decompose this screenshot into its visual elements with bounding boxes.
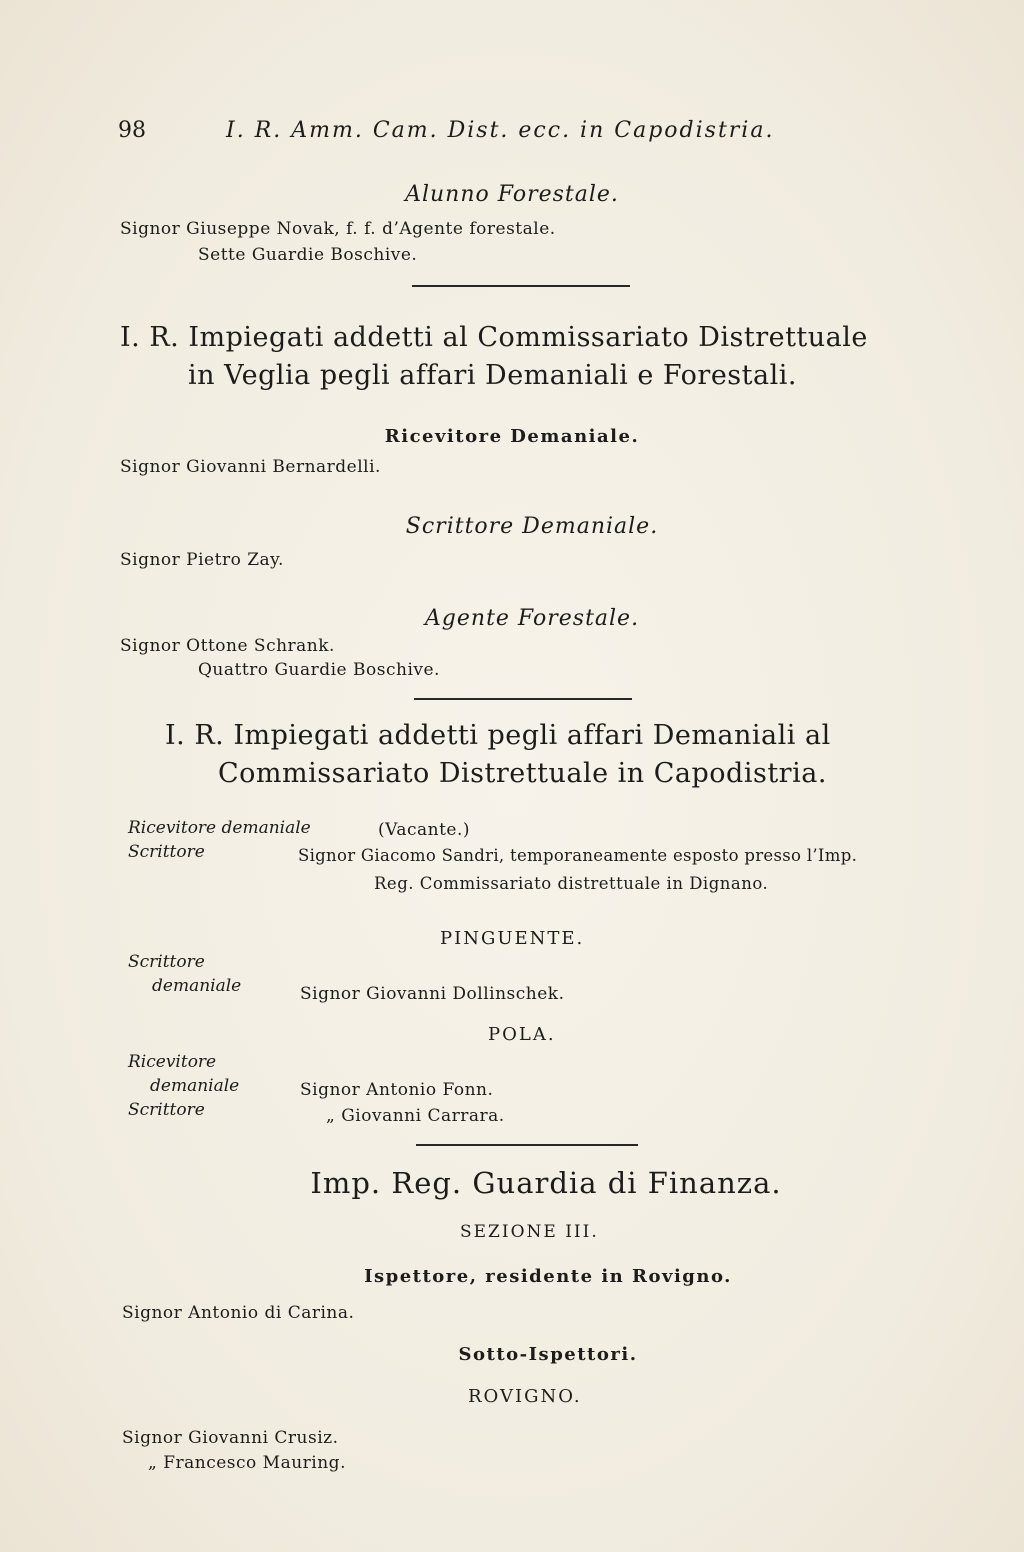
pinguente-value: Signor Giovanni Dollinschek. bbox=[300, 984, 565, 1004]
scrittore-demaniale-line: Signor Pietro Zay. bbox=[120, 550, 284, 570]
alunno-line-1: Signor Giuseppe Novak, f. f. d’Agente forestale. bbox=[120, 219, 556, 239]
pinguente-label-line-1: Scrittore bbox=[128, 952, 205, 972]
pola-ricevitore-label-line-2: demaniale bbox=[150, 1076, 240, 1096]
pola-scrittore-value: „ Giovanni Carrara. bbox=[326, 1106, 505, 1126]
veglia-heading-line-2: in Veglia pegli affari Demaniali e Forestali. bbox=[188, 360, 797, 391]
capodistria-scrittore-value-line-1: Signor Giacomo Sandri, temporaneamente esposto presso l’Imp. bbox=[298, 846, 858, 865]
capodistria-ricevitore-label: Ricevitore demaniale bbox=[128, 818, 311, 838]
pola-scrittore-label: Scrittore bbox=[128, 1100, 205, 1120]
agente-forestale-line-1: Signor Ottone Schrank. bbox=[120, 636, 335, 656]
running-title: I. R. Amm. Cam. Dist. ecc. in Capodistria. bbox=[226, 118, 775, 143]
pola-ricevitore-value: Signor Antonio Fonn. bbox=[300, 1080, 494, 1100]
finanza-section: SEZIONE III. bbox=[460, 1222, 599, 1242]
divider-rule bbox=[414, 698, 632, 700]
capodistria-scrittore-label: Scrittore bbox=[128, 842, 205, 862]
alunno-heading: Alunno Forestale. bbox=[405, 182, 619, 207]
agente-forestale-heading: Agente Forestale. bbox=[424, 606, 640, 631]
rovigno-line-1: Signor Giovanni Crusiz. bbox=[122, 1428, 339, 1448]
page-number: 98 bbox=[118, 118, 146, 143]
pinguente-heading: PINGUENTE. bbox=[440, 928, 585, 949]
divider-rule bbox=[412, 285, 630, 287]
ispettore-heading: Ispettore, residente in Rovigno. bbox=[364, 1266, 732, 1287]
running-header bbox=[118, 118, 774, 143]
divider-rule bbox=[416, 1144, 638, 1146]
veglia-heading-line-1: I. R. Impiegati addetti al Commissariato Distrettuale bbox=[120, 322, 868, 353]
capodistria-scrittore-value-line-2: Reg. Commissariato distrettuale in Dignano. bbox=[374, 874, 769, 893]
finanza-heading: Imp. Reg. Guardia di Finanza. bbox=[310, 1166, 782, 1200]
pola-ricevitore-label-line-1: Ricevitore bbox=[128, 1052, 217, 1072]
agente-forestale-line-2: Quattro Guardie Boschive. bbox=[198, 660, 440, 680]
ricevitore-demaniale-line: Signor Giovanni Bernardelli. bbox=[120, 457, 381, 477]
capodistria-heading-line-2: Commissariato Distrettuale in Capodistria. bbox=[218, 758, 827, 789]
rovigno-heading: ROVIGNO. bbox=[468, 1386, 582, 1407]
pinguente-label-line-2: demaniale bbox=[152, 976, 242, 996]
pola-heading: POLA. bbox=[488, 1024, 556, 1045]
rovigno-line-2: „ Francesco Mauring. bbox=[148, 1453, 346, 1473]
capodistria-heading-line-1: I. R. Impiegati addetti pegli affari Demaniali al bbox=[165, 720, 831, 751]
ispettore-line: Signor Antonio di Carina. bbox=[122, 1303, 355, 1323]
sotto-ispettori-heading: Sotto-Ispettori. bbox=[458, 1344, 638, 1365]
ricevitore-demaniale-heading: Ricevitore Demaniale. bbox=[384, 426, 640, 447]
scrittore-demaniale-heading: Scrittore Demaniale. bbox=[405, 514, 659, 539]
capodistria-ricevitore-value: (Vacante.) bbox=[378, 820, 471, 840]
alunno-line-2: Sette Guardie Boschive. bbox=[198, 245, 418, 265]
